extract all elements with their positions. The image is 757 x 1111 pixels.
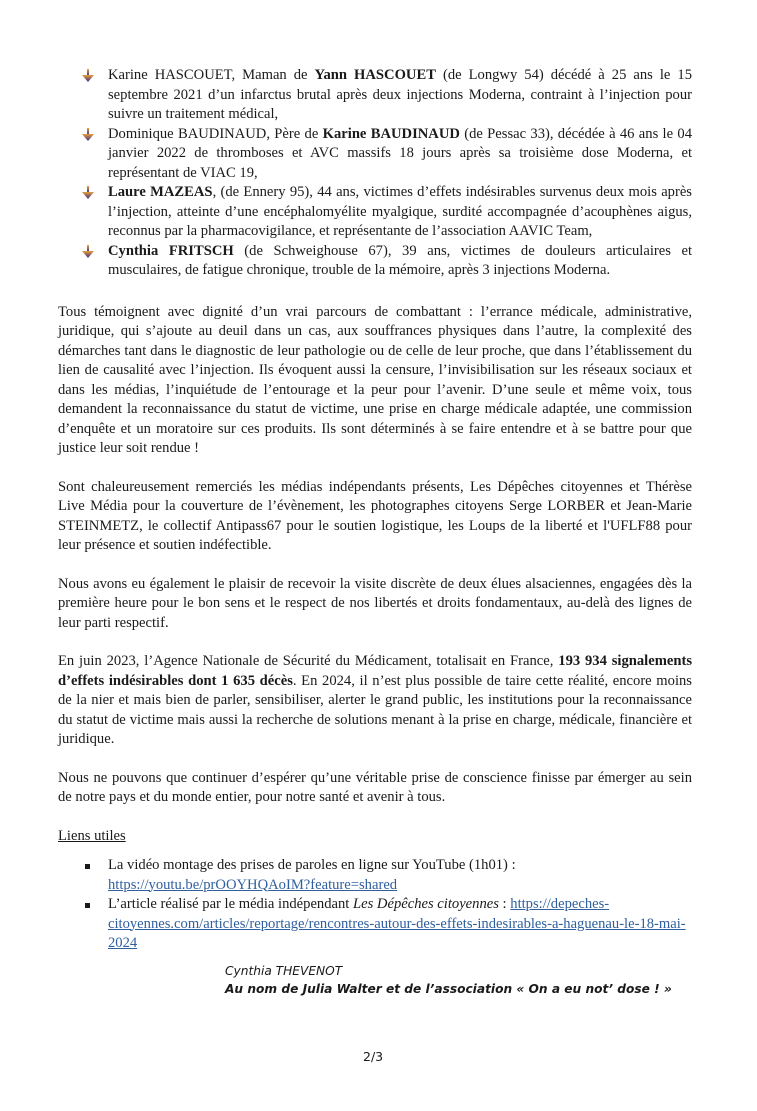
victim-text-pre: Dominique BAUDINAUD, Père de <box>108 125 323 142</box>
list-item <box>108 242 692 281</box>
youtube-link[interactable]: https://youtu.be/prOOYHQAoIM?feature=shared <box>108 876 398 893</box>
victims-list <box>58 66 692 281</box>
stats-text-pre: En juin 2023, l’Agence Nationale de Sécurité du Médicament, totalisait en France, <box>58 653 559 669</box>
list-item <box>108 856 692 895</box>
useful-links-list <box>58 856 692 954</box>
arrow-down-bullet-icon <box>82 69 94 82</box>
list-item <box>108 66 692 125</box>
thanks-paragraph: Sont chaleureusement remerciés les médias indépendants présents, Les Dépêches citoyennes et Thérèse Live Média pour la couverture de l’évènement, les photographes citoyens Serge LORBER et Jean-Marie STEINMETZ, le collectif Antipass67 pour le soutien logistique, les Loups de la liberté et l'UFLF88 pour leur présence et soutien indéfectible. <box>58 478 692 553</box>
article-link[interactable]: https://depeches-citoyennes.com/articles/reportage/rencontres-autour-des-effets-indesirables-a-haguenau-le-18-mai-2024 <box>108 896 686 951</box>
victim-text-post: , (de Ennery 95), 44 ans, victimes d’effets indésirables survenus deux mois après l’injection, atteinte d’une encéphalomyélite myalgique, surdité accompagnée d’acouphènes aigus, reconnus par la pharmacovigilance, et représentante de l’association AAVIC Team, <box>108 184 692 239</box>
list-item <box>108 125 692 184</box>
square-bullet-icon <box>85 864 90 869</box>
victim-text-post: (de Schweighouse 67), 39 ans, victimes de douleurs articulaires et musculaires, de fatigue chronique, trouble de la mémoire, après 3 injections Moderna. <box>108 242 692 278</box>
victim-text-post: (de Pessac 33), décédée à 46 ans le 04 janvier 2022 de thromboses et AVC massifs 18 jours après sa troisième dose Moderna, et représentant de VIAC 19, <box>108 125 692 181</box>
victim-name: Laure MAZEAS <box>108 184 213 200</box>
victim-name: Karine BAUDINAUD <box>322 125 460 142</box>
signature-name: Cynthia THEVENOT <box>225 964 343 978</box>
visit-paragraph: Nous avons eu également le plaisir de recevoir la visite discrète de deux élues alsaciennes, engagées dès la première heure pour le bon sens et le respect de nos libertés et droits fondamentaux, au-delà des lignes de leur parti respectif. <box>58 575 692 631</box>
link-description: La vidéo montage des prises de paroles en ligne sur YouTube (1h01) : <box>108 857 516 873</box>
link-description: L’article réalisé par le média indépendant <box>108 896 354 912</box>
arrow-down-bullet-icon <box>82 245 94 258</box>
hope-paragraph: Nous ne pouvons que continuer d’espérer qu’une véritable prise de conscience finisse par émerger au sein de notre pays et du monde entier, pour notre santé et avenir à tous. <box>58 769 692 805</box>
page-content <box>58 66 692 954</box>
victim-name: Yann HASCOUET <box>314 67 436 83</box>
victim-text-pre: Karine HASCOUET, Maman de <box>108 67 315 83</box>
square-bullet-icon <box>85 903 90 908</box>
victim-name: Cynthia FRITSCH <box>108 242 234 259</box>
media-name: Les Dépêches citoyennes <box>353 896 499 912</box>
page-number: 2/3 <box>363 1049 384 1064</box>
useful-links-heading: Liens utiles <box>58 827 126 844</box>
arrow-down-bullet-icon <box>82 186 94 199</box>
testimony-paragraph: Tous témoignent avec dignité d’un vrai parcours de combattant : l’errance médicale, administrative, juridique, qui s’ajoute au deuil dans un cas, aux souffrances physiques dans l’autre, la complexité des démarches tant dans le diagnostic de leur pathologie ou de celle de leur proche, que dans l’établissement du lien de causalité avec l’injection. Ils évoquent aussi la censure, l’invisibilisation sur les réseaux sociaux et dans les médias, l’inquiétude de l’entourage et la peur pour l’avenir. D’une seule et même voix, tous demandent la reconnaissance du statut de victime, une prise en charge médicale adaptée, une commission d’enquête et un moratoire sur ces produits. Ils sont déterminés à se faire entendre et à se battre pour que justice leur soit rendue ! <box>58 303 692 456</box>
stats-text-post: . En 2024, il n’est plus possible de taire cette réalité, encore moins de la nier et mais bien de parler, sensibiliser, alerter le grand public, les institutions pour la reconnaissance du statut de victime mais aussi la recherche de solutions menant à la prise en charge, médicale, financière et juridique. <box>58 672 692 747</box>
statistics-paragraph <box>58 652 692 750</box>
link-separator: : <box>498 896 511 912</box>
stats-highlight: 193 934 signalements d’effets indésirables dont 1 635 décès <box>58 653 693 689</box>
signature-block <box>225 962 672 998</box>
list-item <box>108 895 692 954</box>
arrow-down-bullet-icon <box>82 128 94 141</box>
victim-text-post: (de Longwy 54) décédé à 25 ans le 15 septembre 2021 d’un infarctus brutal après deux injections Moderna, contraint à l’injection pour suivre un traitement médical, <box>108 67 693 122</box>
list-item <box>108 183 692 242</box>
signature-on-behalf: Au nom de Julia Walter et de l’association « On a eu not’ dose ! » <box>225 982 672 996</box>
